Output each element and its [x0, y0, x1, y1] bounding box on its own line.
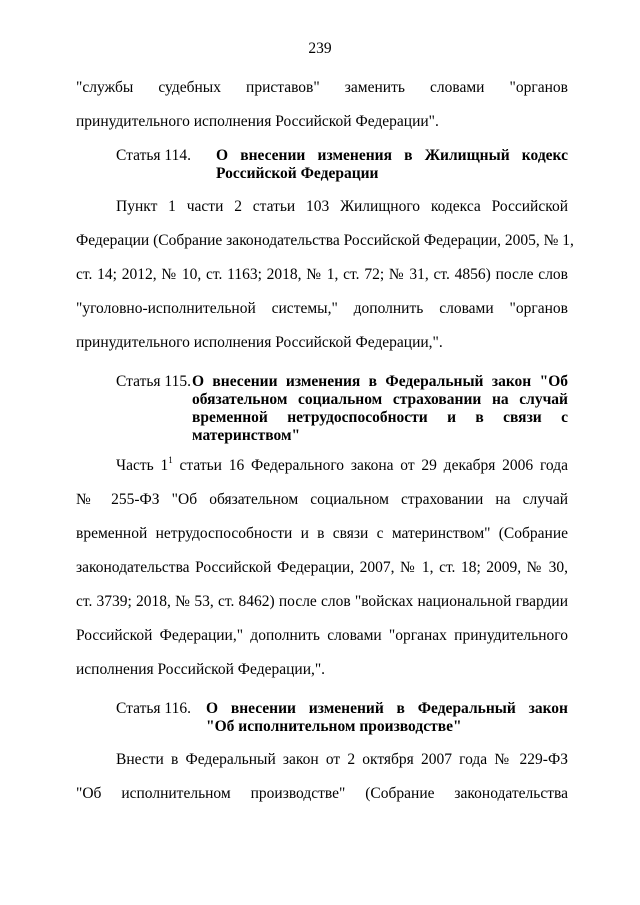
text-line: ст. 14; 2012, № 10, ст. 1163; 2018, № 1, ст. 72; № 31, ст. 4856) после слов: [76, 266, 568, 283]
superscript: 1: [168, 455, 173, 465]
text-line: "Об исполнительном производстве" (Собрание законодательства: [76, 785, 568, 802]
text-line: Российской Федерации," дополнить словами "органах принудительного: [76, 627, 568, 644]
article-label: Статья 114.: [116, 147, 191, 164]
text-line: Внести в Федеральный закон от 2 октября 2007 года № 229-ФЗ: [116, 751, 568, 768]
article-title: [216, 147, 568, 183]
title-line: обязательном социальном страховании на случай: [192, 391, 568, 408]
text-line: № 255-ФЗ "Об обязательном социальном страховании на случай: [76, 491, 568, 508]
article-label: Статья 115.: [116, 373, 191, 390]
text-line: принудительного исполнения Российской Федерации,".: [76, 334, 443, 351]
text-line: Федерации (Собрание законодательства Российской Федерации, 2005, № 1,: [76, 232, 574, 249]
text-line: временной нетрудоспособности и в связи с материнством" (Собрание: [76, 525, 568, 542]
article-title: [206, 700, 568, 736]
article-title: [192, 373, 568, 445]
article-label: Статья 116.: [116, 700, 191, 717]
text-line: законодательства Российской Федерации, 2007, № 1, ст. 18; 2009, № 30,: [76, 559, 568, 576]
text-line: принудительного исполнения Российской Федерации".: [76, 113, 439, 130]
paragraph-article-114: [76, 190, 574, 360]
paragraph-continuation: [76, 71, 568, 139]
text-line: Пункт 1 части 2 статьи 103 Жилищного кодекса Российской: [116, 198, 568, 215]
title-line: О внесении изменения в Жилищный кодекс: [216, 147, 568, 164]
text-line: Часть $1^1$ статьи 16 Федерального закона от 29 декабря 2006 года: [116, 455, 568, 474]
title-line: материнством": [192, 427, 301, 444]
text-line: "службы судебных приставов" заменить словами "органов: [76, 79, 568, 96]
title-line: О внесении изменения в Федеральный закон "Об: [192, 373, 568, 390]
text-line: исполнения Российской Федерации,".: [76, 661, 326, 678]
paragraph-article-116: [76, 743, 568, 811]
title-line: временной нетрудоспособности и в связи с: [192, 409, 568, 426]
page-number: 239: [308, 40, 332, 57]
title-line: Российской Федерации: [216, 165, 379, 182]
paragraph-article-115: [76, 449, 568, 687]
text-line: "уголовно-исполнительной системы," дополнить словами "органов: [76, 300, 568, 317]
title-line: О внесении изменений в Федеральный закон: [206, 700, 568, 717]
text-line: ст. 3739; 2018, № 53, ст. 8462) после слов "войсках национальной гвардии: [76, 593, 568, 610]
title-line: "Об исполнительном производстве": [206, 718, 462, 735]
